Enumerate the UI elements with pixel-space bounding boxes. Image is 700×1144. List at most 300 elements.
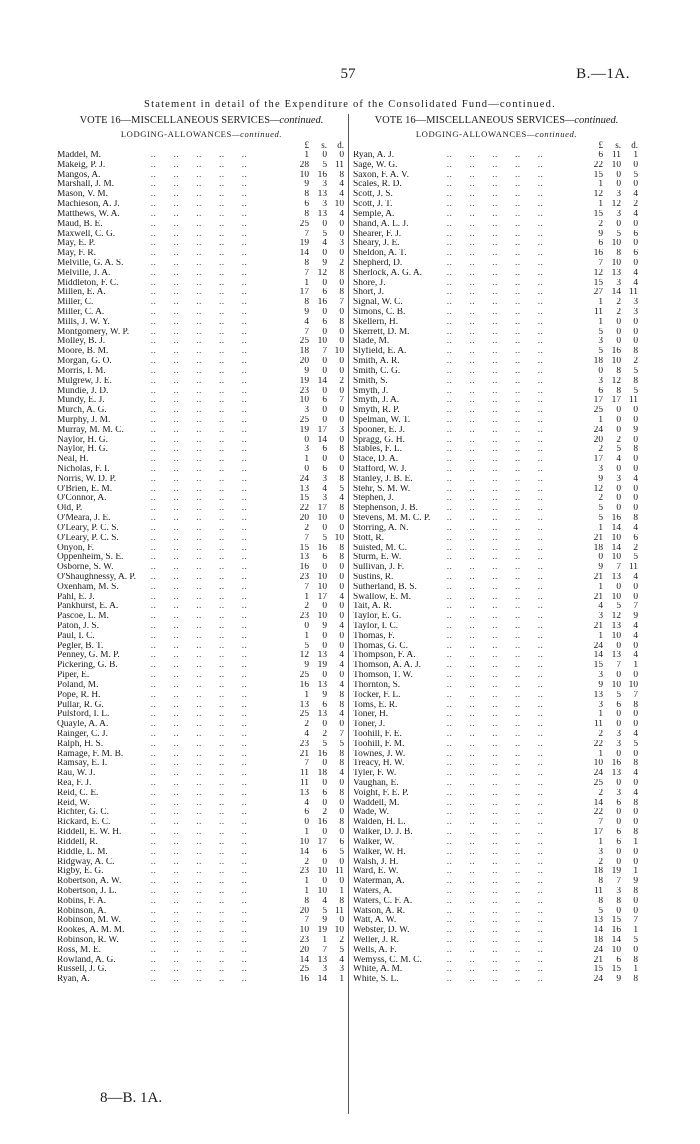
leader-dots: .. .. .. .. .. <box>441 631 544 641</box>
pence-value: 0 <box>633 258 638 268</box>
leader-dots: .. .. .. .. .. <box>441 945 544 955</box>
table-row <box>57 956 346 966</box>
pounds-value: 22 <box>593 160 603 170</box>
shillings-value: 16 <box>317 170 327 180</box>
table-row <box>57 936 346 946</box>
shillings-value: 9 <box>322 622 327 631</box>
shillings-value: 9 <box>322 258 327 268</box>
table-row <box>57 661 346 671</box>
pence-value: 5 <box>633 170 638 180</box>
table-row <box>57 916 346 926</box>
payee-name: Scott, J. S. <box>353 190 393 200</box>
payee-name: Sustins, R. <box>353 572 394 582</box>
payee-name: Tyler, F. W. <box>353 769 397 779</box>
pounds-value: 13 <box>299 700 309 710</box>
table-row <box>353 504 640 514</box>
pence-value: 0 <box>633 710 638 720</box>
shillings-value: 3 <box>616 278 621 288</box>
shillings-value: 13 <box>611 572 621 582</box>
leader-dots: .. .. .. .. .. <box>145 602 248 612</box>
leader-dots: .. .. .. .. .. <box>145 622 248 631</box>
table-row <box>353 975 640 985</box>
leader-dots: .. .. .. .. .. <box>145 258 248 268</box>
pence-value: 4 <box>633 729 638 739</box>
table-row <box>353 642 640 652</box>
pounds-value: 9 <box>598 229 603 239</box>
leader-dots: .. .. .. .. .. <box>145 278 248 288</box>
leader-dots: .. .. .. .. .. <box>441 563 544 573</box>
pence-value: 0 <box>633 641 638 651</box>
table-row <box>353 730 640 740</box>
leader-dots: .. .. .. .. .. <box>145 847 248 857</box>
payee-name: Walsh, J. H. <box>353 857 399 867</box>
leader-dots: .. .. .. .. .. <box>145 425 248 435</box>
pounds-value: 1 <box>304 592 309 602</box>
shillings-value: 12 <box>611 376 621 386</box>
leader-dots: .. .. .. .. .. <box>441 818 544 828</box>
pence-value: 0 <box>633 896 638 906</box>
table-row <box>57 416 346 426</box>
table-row <box>353 200 640 210</box>
shillings-value: 0 <box>322 308 327 317</box>
payee-name: Townes, J. W. <box>353 749 406 759</box>
table-row <box>353 602 640 612</box>
pence-value: 9 <box>633 877 638 887</box>
pence-value: 0 <box>339 798 344 808</box>
payee-name: Smyth, J. <box>353 386 389 396</box>
shillings-value: 0 <box>322 877 327 887</box>
shillings-value: 0 <box>616 180 621 190</box>
pence-value: 4 <box>633 190 638 200</box>
pounds-value: 18 <box>593 867 603 877</box>
leader-dots: .. .. .. .. .. <box>441 788 544 798</box>
table-row <box>57 946 346 956</box>
payee-name: May, F. R. <box>57 249 97 259</box>
shillings-value: 13 <box>317 955 327 965</box>
pounds-value: 6 <box>598 151 603 160</box>
payee-name: Pahl, E. J. <box>57 592 95 602</box>
pence-value: 0 <box>339 631 344 641</box>
leader-dots: .. .. .. .. .. <box>441 651 544 661</box>
pence-value: 0 <box>339 514 344 524</box>
leader-dots: .. .. .. .. .. <box>145 553 248 563</box>
pence-value: 0 <box>633 239 638 249</box>
shillings-value: 16 <box>317 749 327 759</box>
shillings-value: 9 <box>616 975 621 985</box>
payee-name: Walker, W. <box>353 837 395 847</box>
table-row <box>57 357 346 367</box>
table-row <box>353 230 640 240</box>
shillings-value: 13 <box>611 622 621 631</box>
table-row <box>353 337 640 347</box>
table-row <box>353 671 640 681</box>
shillings-value: 5 <box>616 445 621 455</box>
pence-value: 8 <box>339 553 344 563</box>
shillings-value: 16 <box>317 543 327 553</box>
pounds-value: 12 <box>299 651 309 661</box>
shillings-value: 0 <box>616 327 621 337</box>
pounds-value: 0 <box>598 553 603 563</box>
pence-value: 8 <box>339 700 344 710</box>
shillings-value: 7 <box>616 563 621 573</box>
pounds-value: 24 <box>299 474 309 484</box>
pounds-value: 8 <box>304 298 309 308</box>
pounds-value: 4 <box>304 798 309 808</box>
table-row <box>57 740 346 750</box>
payee-name: Spooner, E. J. <box>353 425 405 435</box>
pence-value: 4 <box>339 622 344 631</box>
shillings-value: 0 <box>322 720 327 730</box>
payee-name: Marshall, J. M. <box>57 180 115 190</box>
leader-dots: .. .. .. .. .. <box>441 877 544 887</box>
shillings-value: 10 <box>317 612 327 622</box>
leader-dots: .. .. .. .. .. <box>145 661 248 671</box>
payee-name: Semple, A. <box>353 209 395 219</box>
leader-dots: .. .. .. .. .. <box>145 249 248 259</box>
payee-name: O'Connor, A. <box>57 494 107 504</box>
leader-dots: .. .. .. .. .. <box>145 533 248 543</box>
pence-value: 4 <box>339 190 344 200</box>
pounds-value: 16 <box>299 563 309 573</box>
pence-value: 4 <box>339 955 344 965</box>
shillings-value: 6 <box>322 553 327 563</box>
shillings-value: 2 <box>616 298 621 308</box>
pounds-value: 11 <box>593 886 603 896</box>
pence-value: 0 <box>339 572 344 582</box>
table-row <box>57 426 346 436</box>
payee-name: Watson, A. R. <box>353 906 406 916</box>
table-row <box>353 269 640 279</box>
pence-value: 4 <box>633 788 638 798</box>
shillings-value: 0 <box>616 582 621 592</box>
table-row <box>57 406 346 416</box>
payee-name: Stott, R. <box>353 533 384 543</box>
shillings-value: 0 <box>322 415 327 425</box>
shillings-value: 7 <box>616 661 621 671</box>
payee-name: Signal, W. C. <box>353 298 403 308</box>
table-row <box>57 485 346 495</box>
pence-value: 0 <box>633 484 638 494</box>
pounds-value: 1 <box>598 631 603 641</box>
shillings-value: 0 <box>322 523 327 533</box>
pounds-value: 14 <box>299 249 309 259</box>
pence-value: 8 <box>339 818 344 828</box>
pence-value: 4 <box>633 268 638 278</box>
right-column <box>353 114 640 985</box>
shillings-value: 6 <box>616 700 621 710</box>
pence-value: 0 <box>339 249 344 259</box>
leader-dots: .. .. .. .. .. <box>441 288 544 298</box>
shillings-value: 0 <box>322 779 327 788</box>
pence-value: 8 <box>339 445 344 455</box>
table-row <box>353 171 640 181</box>
leader-dots: .. .. .. .. .. <box>441 465 544 474</box>
shillings-value: 16 <box>611 926 621 936</box>
payee-name: Stanley, J. B. E. <box>353 474 413 484</box>
shillings-value: 14 <box>317 975 327 985</box>
pence-value: 7 <box>339 298 344 308</box>
leader-dots: .. .. .. .. .. <box>441 808 544 818</box>
payee-name: Sage, W. G. <box>353 160 398 170</box>
pounds-value: 24 <box>593 945 603 955</box>
payee-name: Stephen, J. <box>353 494 394 504</box>
shillings-value: 0 <box>616 317 621 327</box>
table-row <box>353 573 640 583</box>
document-reference: B.—1A. <box>576 66 630 82</box>
pence-value: 4 <box>633 209 638 219</box>
pence-value: 7 <box>633 690 638 700</box>
shillings-value: 5 <box>322 160 327 170</box>
leader-dots: .. .. .. .. .. <box>145 877 248 887</box>
pounds-value: 10 <box>299 170 309 180</box>
table-row <box>353 239 640 249</box>
table-row <box>353 887 640 897</box>
pounds-value: 21 <box>593 592 603 602</box>
payee-name: Old, P. <box>57 504 83 514</box>
pounds-value: 23 <box>299 572 309 582</box>
leader-dots: .. .. .. .. .. <box>441 435 544 445</box>
leader-dots: .. .. .. .. .. <box>145 710 248 720</box>
pounds-value: 25 <box>299 415 309 425</box>
table-row <box>353 494 640 504</box>
shillings-value: 0 <box>322 641 327 651</box>
shillings-value: 14 <box>317 435 327 445</box>
table-row <box>57 514 346 524</box>
shillings-value: 8 <box>616 896 621 906</box>
pounds-value: 2 <box>598 857 603 867</box>
table-row <box>353 877 640 887</box>
shillings-value: 16 <box>611 759 621 769</box>
table-row <box>57 475 346 485</box>
shillings-value: 0 <box>616 720 621 730</box>
shillings-value: 10 <box>611 592 621 602</box>
leader-dots: .. .. .. .. .. <box>441 229 544 239</box>
leader-dots: .. .. .. .. .. <box>441 661 544 671</box>
leader-dots: .. .. .. .. .. <box>145 298 248 308</box>
leader-dots: .. .. .. .. .. <box>441 857 544 867</box>
payee-name: Morris, I. M. <box>57 366 106 376</box>
leader-dots: .. .. .. .. .. <box>145 543 248 553</box>
leader-dots: .. .. .. .. .. <box>441 376 544 386</box>
leader-dots: .. .. .. .. .. <box>441 572 544 582</box>
pounds-value: 20 <box>593 435 603 445</box>
pounds-value: 14 <box>593 798 603 808</box>
leader-dots: .. .. .. .. .. <box>441 170 544 180</box>
pence-value: 0 <box>633 435 638 445</box>
pence-value: 1 <box>339 975 344 985</box>
payee-name: Maud, B. E. <box>57 219 103 229</box>
payee-name: Shand, A. L. J. <box>353 219 409 229</box>
payee-name: Scales, R. D. <box>353 180 402 190</box>
pounds-value: 13 <box>299 553 309 563</box>
table-row <box>353 848 640 858</box>
leader-dots: .. .. .. .. .. <box>145 906 248 916</box>
leader-dots: .. .. .. .. .. <box>145 151 248 160</box>
payee-name: O'Shaughnessy, A. P. <box>57 572 136 582</box>
payee-name: Waters, C. F. A. <box>353 896 413 906</box>
leader-dots: .. .. .. .. .. <box>441 455 544 465</box>
payee-name: Machieson, A. J. <box>57 200 120 210</box>
pounds-value: 22 <box>593 739 603 749</box>
table-row <box>57 308 346 318</box>
table-row <box>353 691 640 701</box>
payee-name: Rau, W. J. <box>57 769 96 779</box>
payee-name: Onyon, F. <box>57 543 95 553</box>
pounds-value: 1 <box>304 631 309 641</box>
pence-value: 8 <box>339 543 344 553</box>
pence-value: 1 <box>633 867 638 877</box>
pence-value: 0 <box>339 523 344 533</box>
table-row <box>353 956 640 966</box>
leader-dots: .. .. .. .. .. <box>145 268 248 278</box>
shillings-value: 6 <box>322 847 327 857</box>
leader-dots: .. .. .. .. .. <box>145 180 248 190</box>
table-row <box>57 907 346 917</box>
page-number: 57 <box>340 66 356 82</box>
shillings-value: 0 <box>616 808 621 818</box>
shillings-value: 3 <box>322 474 327 484</box>
table-row <box>353 161 640 171</box>
pounds-value: 18 <box>593 357 603 367</box>
payee-name: Sutherland, B. S. <box>353 582 417 592</box>
table-row <box>353 249 640 259</box>
payee-name: Pegler, B. T. <box>57 641 104 651</box>
pence-value: 4 <box>633 622 638 631</box>
shillings-value: 6 <box>616 837 621 847</box>
pence-value: 0 <box>339 671 344 681</box>
pounds-value: 14 <box>299 847 309 857</box>
payee-name: Treacy, H. W. <box>353 759 405 769</box>
payee-name: Saxon, F. A. V. <box>353 170 409 180</box>
pence-value: 3 <box>339 965 344 975</box>
table-row <box>57 926 346 936</box>
leader-dots: .. .. .. .. .. <box>145 288 248 298</box>
payee-name: Waterman, A. <box>353 877 405 887</box>
leader-dots: .. .. .. .. .. <box>441 494 544 504</box>
pounds-value: 25 <box>593 406 603 416</box>
table-row <box>57 681 346 691</box>
payee-name: Watt, A. W. <box>353 916 397 926</box>
pounds-value: 2 <box>598 494 603 504</box>
pence-value: 0 <box>339 327 344 337</box>
payee-name: O'Leary, P. C. S. <box>57 533 119 543</box>
shillings-value: 11 <box>611 151 621 160</box>
shillings-value: 5 <box>322 739 327 749</box>
pounds-value: 15 <box>593 965 603 975</box>
leader-dots: .. .. .. .. .. <box>441 415 544 425</box>
pounds-value: 12 <box>593 484 603 494</box>
payee-name: Naylor, H. G. <box>57 435 108 445</box>
table-row <box>353 681 640 691</box>
leader-dots: .. .. .. .. .. <box>145 445 248 455</box>
pounds-value: 9 <box>304 308 309 317</box>
shillings-value: 6 <box>322 396 327 406</box>
leader-dots: .. .. .. .. .. <box>145 308 248 317</box>
shillings-value: 17 <box>317 504 327 514</box>
table-row <box>353 396 640 406</box>
table-row <box>57 563 346 573</box>
payee-name: Ridgway, A. C. <box>57 857 115 867</box>
leader-dots: .. .. .. .. .. <box>145 700 248 710</box>
shillings-value: 0 <box>322 278 327 288</box>
table-row <box>57 583 346 593</box>
table-row <box>57 975 346 985</box>
pence-value: 0 <box>339 916 344 926</box>
pence-value: 4 <box>633 278 638 288</box>
leader-dots: .. .. .. .. .. <box>145 455 248 465</box>
shillings-value: 16 <box>317 298 327 308</box>
shillings-value: 17 <box>317 592 327 602</box>
shillings-value: 10 <box>611 631 621 641</box>
pounds-value: 4 <box>304 317 309 327</box>
shillings-value: 10 <box>611 945 621 955</box>
pence-value: 7 <box>633 602 638 612</box>
payee-name: Toner, J. <box>353 720 386 730</box>
pounds-value: 22 <box>593 808 603 818</box>
payee-name: Scott, J. T. <box>353 200 393 210</box>
leader-dots: .. .. .. .. .. <box>441 278 544 288</box>
payee-name: Skerrett, D. M. <box>353 327 410 337</box>
payee-name: Pullar, R. G. <box>57 700 104 710</box>
payee-name: Ward, E. W. <box>353 867 399 877</box>
pounds-value: 6 <box>304 200 309 210</box>
table-row <box>353 818 640 828</box>
pounds-value: 9 <box>304 366 309 376</box>
table-row <box>57 200 346 210</box>
table-row <box>353 828 640 838</box>
leader-dots: .. .. .. .. .. <box>145 474 248 484</box>
pence-value: 0 <box>339 455 344 465</box>
shillings-value: 5 <box>322 906 327 916</box>
leader-dots: .. .. .. .. .. <box>441 916 544 926</box>
payee-name: O'Leary, P. C. S. <box>57 523 119 533</box>
leader-dots: .. .. .. .. .. <box>441 779 544 788</box>
payee-name: Riddle, L. M. <box>57 847 108 857</box>
pounds-value: 15 <box>593 278 603 288</box>
leader-dots: .. .. .. .. .. <box>441 896 544 906</box>
payee-name: Richter, G. C. <box>57 808 109 818</box>
pence-value: 0 <box>339 229 344 239</box>
pence-value: 4 <box>339 494 344 504</box>
shillings-value: 6 <box>322 700 327 710</box>
payee-name: Suisted, M. C. <box>353 543 407 553</box>
leader-dots: .. .. .. .. .. <box>145 916 248 926</box>
pounds-value: 25 <box>299 337 309 347</box>
table-row <box>353 916 640 926</box>
leader-dots: .. .. .. .. .. <box>145 337 248 347</box>
payee-name: Ramsay, E. I. <box>57 759 108 769</box>
pounds-value: 7 <box>304 582 309 592</box>
leader-dots: .. .. .. .. .. <box>145 955 248 965</box>
payee-name: Pascoe, L. M. <box>57 612 109 622</box>
table-row <box>57 593 346 603</box>
table-row <box>353 387 640 397</box>
pence-value: 1 <box>633 965 638 975</box>
table-row <box>353 259 640 269</box>
leader-dots: .. .. .. .. .. <box>441 955 544 965</box>
shillings-value: 0 <box>322 455 327 465</box>
pence-value: 8 <box>633 828 638 838</box>
leader-dots: .. .. .. .. .. <box>145 690 248 700</box>
table-row <box>57 573 346 583</box>
leader-dots: .. .. .. .. .. <box>441 965 544 975</box>
shillings-value: 13 <box>317 710 327 720</box>
leader-dots: .. .. .. .. .. <box>145 975 248 985</box>
leader-dots: .. .. .. .. .. <box>145 936 248 945</box>
payee-name: Slyfield, E. A. <box>353 347 407 357</box>
shillings-value: 10 <box>317 514 327 524</box>
payee-name: Nicholas, F. I. <box>57 465 110 474</box>
